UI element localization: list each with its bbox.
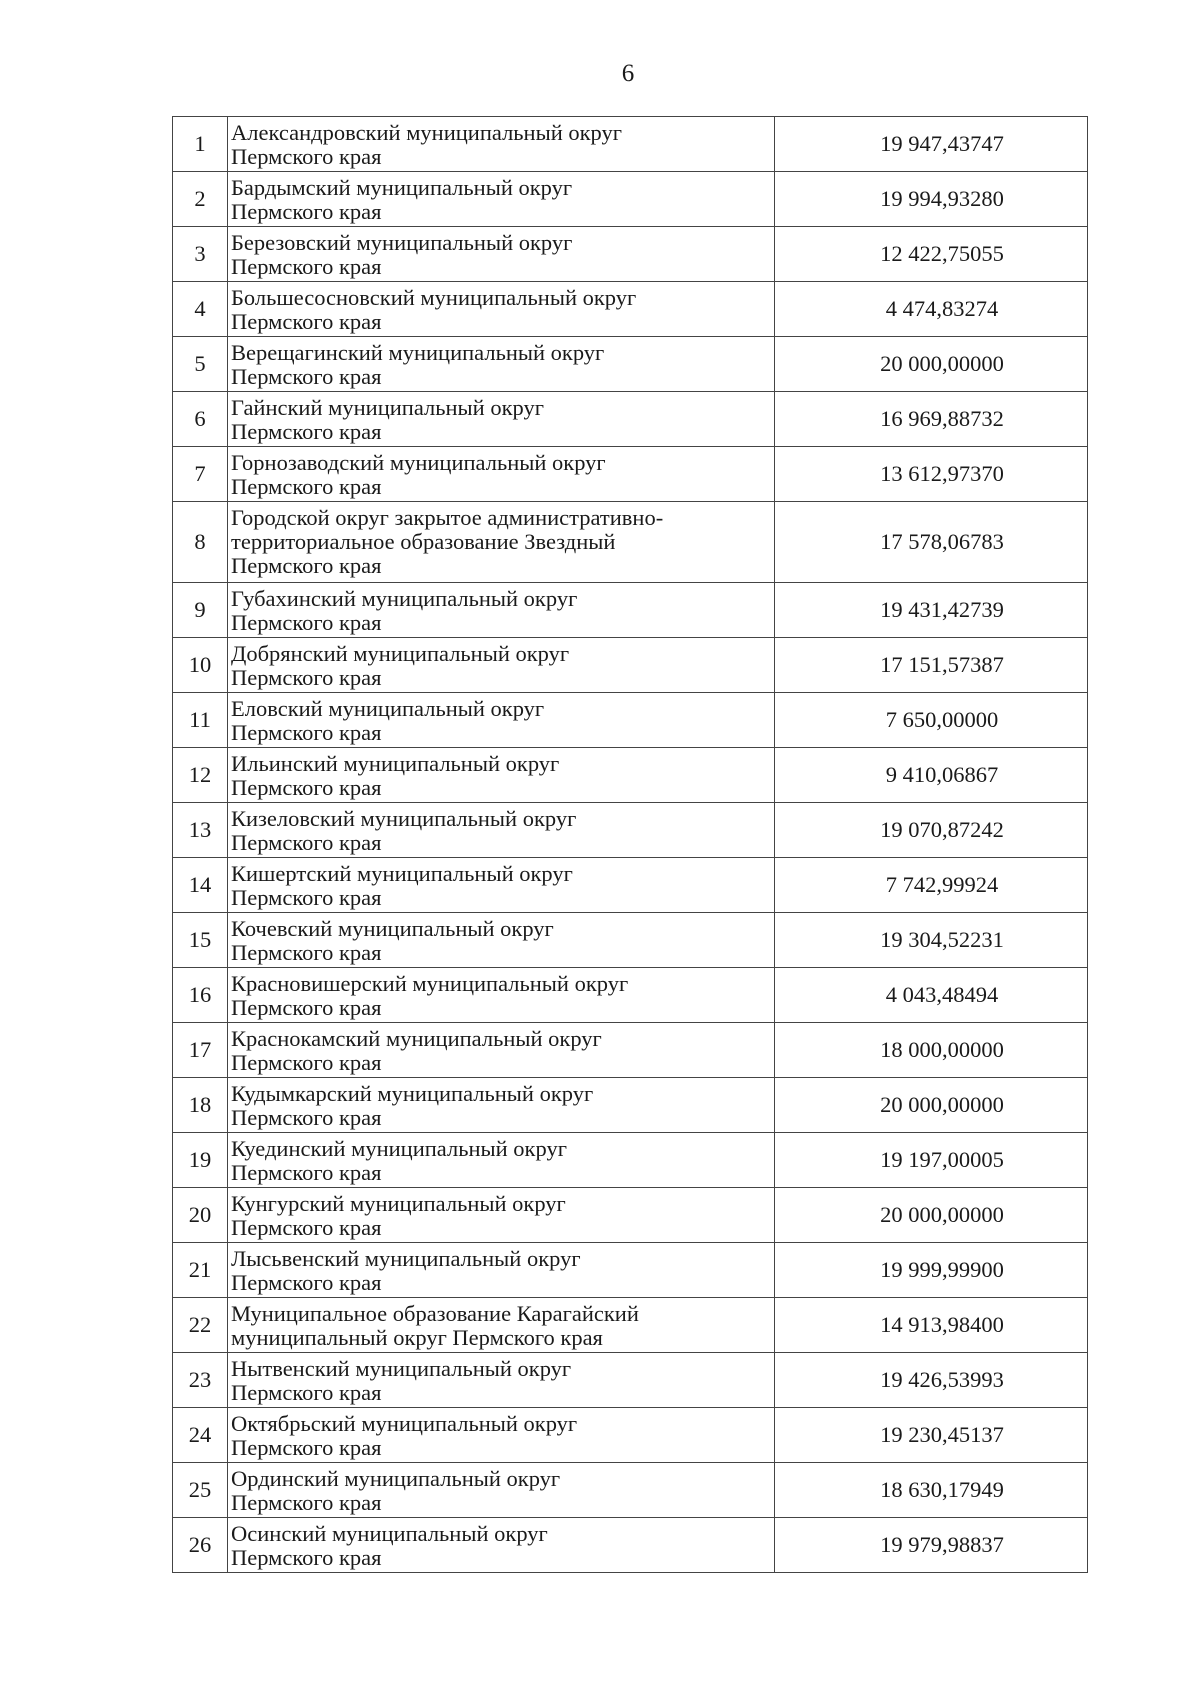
table-row <box>173 227 1088 282</box>
table-row <box>173 583 1088 638</box>
amount-cell: 19 979,98837 <box>775 1518 1088 1573</box>
table-row <box>173 858 1088 913</box>
amount-cell: 19 426,53993 <box>775 1353 1088 1408</box>
amount-cell: 13 612,97370 <box>775 447 1088 502</box>
municipality-name-cell: Лысьвенский муниципальный округ Пермского края <box>228 1243 775 1298</box>
row-number-cell: 20 <box>173 1188 228 1243</box>
row-number-cell: 8 <box>173 502 228 583</box>
amount-cell: 19 304,52231 <box>775 913 1088 968</box>
row-number-cell: 5 <box>173 337 228 392</box>
amount-cell: 4 043,48494 <box>775 968 1088 1023</box>
row-number-cell: 7 <box>173 447 228 502</box>
table-row <box>173 1298 1088 1353</box>
row-number-cell: 18 <box>173 1078 228 1133</box>
table-row <box>173 502 1088 583</box>
amount-cell: 19 431,42739 <box>775 583 1088 638</box>
amount-cell: 17 578,06783 <box>775 502 1088 583</box>
amount-cell: 20 000,00000 <box>775 1078 1088 1133</box>
table-row <box>173 447 1088 502</box>
municipality-name-cell: Кунгурский муниципальный округ Пермского края <box>228 1188 775 1243</box>
municipality-name-cell: Большесосновский муниципальный округ Пермского края <box>228 282 775 337</box>
table-row <box>173 337 1088 392</box>
row-number-cell: 22 <box>173 1298 228 1353</box>
table-body <box>173 117 1088 1573</box>
amount-cell: 16 969,88732 <box>775 392 1088 447</box>
table-row <box>173 392 1088 447</box>
municipality-name-cell: Кочевский муниципальный округ Пермского края <box>228 913 775 968</box>
municipality-name-cell: Краснокамский муниципальный округ Пермского края <box>228 1023 775 1078</box>
table-row <box>173 1353 1088 1408</box>
row-number-cell: 23 <box>173 1353 228 1408</box>
row-number-cell: 6 <box>173 392 228 447</box>
row-number-cell: 9 <box>173 583 228 638</box>
amount-cell: 7 650,00000 <box>775 693 1088 748</box>
table-row <box>173 1518 1088 1573</box>
municipality-name-cell: Ильинский муниципальный округ Пермского края <box>228 748 775 803</box>
municipality-name-cell: Гайнский муниципальный округ Пермского края <box>228 392 775 447</box>
row-number-cell: 10 <box>173 638 228 693</box>
table-row <box>173 1408 1088 1463</box>
row-number-cell: 16 <box>173 968 228 1023</box>
table-row <box>173 117 1088 172</box>
amount-cell: 9 410,06867 <box>775 748 1088 803</box>
municipality-name-cell: Октябрьский муниципальный округ Пермского края <box>228 1408 775 1463</box>
table-row <box>173 748 1088 803</box>
row-number-cell: 26 <box>173 1518 228 1573</box>
amount-cell: 19 947,43747 <box>775 117 1088 172</box>
allocation-table <box>172 116 1088 1573</box>
municipality-name-cell: Кизеловский муниципальный округ Пермского края <box>228 803 775 858</box>
table-row <box>173 693 1088 748</box>
table-row <box>173 1243 1088 1298</box>
municipality-name-cell: Губахинский муниципальный округ Пермского края <box>228 583 775 638</box>
municipality-name-cell: Кудымкарский муниципальный округ Пермского края <box>228 1078 775 1133</box>
municipality-name-cell: Красновишерский муниципальный округ Пермского края <box>228 968 775 1023</box>
page-number: 6 <box>621 60 635 87</box>
municipality-name-cell: Горнозаводский муниципальный округ Пермского края <box>228 447 775 502</box>
municipality-name-cell: Еловский муниципальный округ Пермского края <box>228 693 775 748</box>
row-number-cell: 14 <box>173 858 228 913</box>
amount-cell: 19 070,87242 <box>775 803 1088 858</box>
municipality-name-cell: Бардымский муниципальный округ Пермского края <box>228 172 775 227</box>
amount-cell: 4 474,83274 <box>775 282 1088 337</box>
table-row <box>173 803 1088 858</box>
row-number-cell: 21 <box>173 1243 228 1298</box>
amount-cell: 18 630,17949 <box>775 1463 1088 1518</box>
row-number-cell: 13 <box>173 803 228 858</box>
municipality-name-cell: Березовский муниципальный округ Пермского края <box>228 227 775 282</box>
table-row <box>173 282 1088 337</box>
municipality-name-cell: Осинский муниципальный округ Пермского края <box>228 1518 775 1573</box>
table-row <box>173 1023 1088 1078</box>
municipality-name-cell: Александровский муниципальный округ Пермского края <box>228 117 775 172</box>
row-number-cell: 25 <box>173 1463 228 1518</box>
row-number-cell: 4 <box>173 282 228 337</box>
amount-cell: 17 151,57387 <box>775 638 1088 693</box>
row-number-cell: 12 <box>173 748 228 803</box>
row-number-cell: 19 <box>173 1133 228 1188</box>
table-row <box>173 1463 1088 1518</box>
municipality-name-cell: Куединский муниципальный округ Пермского края <box>228 1133 775 1188</box>
municipality-name-cell: Верещагинский муниципальный округ Пермского края <box>228 337 775 392</box>
table-row <box>173 968 1088 1023</box>
amount-cell: 7 742,99924 <box>775 858 1088 913</box>
row-number-cell: 2 <box>173 172 228 227</box>
amount-cell: 12 422,75055 <box>775 227 1088 282</box>
amount-cell: 19 197,00005 <box>775 1133 1088 1188</box>
table-row <box>173 1133 1088 1188</box>
table-row <box>173 1078 1088 1133</box>
amount-cell: 20 000,00000 <box>775 1188 1088 1243</box>
municipality-name-cell: Городской округ закрытое административно- территориальное образование Звездный Пермского края <box>228 502 775 583</box>
amount-cell: 19 999,99900 <box>775 1243 1088 1298</box>
municipality-name-cell: Нытвенский муниципальный округ Пермского края <box>228 1353 775 1408</box>
table-row <box>173 913 1088 968</box>
municipality-name-cell: Ординский муниципальный округ Пермского края <box>228 1463 775 1518</box>
amount-cell: 19 230,45137 <box>775 1408 1088 1463</box>
amount-cell: 14 913,98400 <box>775 1298 1088 1353</box>
row-number-cell: 24 <box>173 1408 228 1463</box>
table-row <box>173 172 1088 227</box>
row-number-cell: 3 <box>173 227 228 282</box>
amount-cell: 20 000,00000 <box>775 337 1088 392</box>
municipality-name-cell: Кишертский муниципальный округ Пермского края <box>228 858 775 913</box>
row-number-cell: 1 <box>173 117 228 172</box>
table-row <box>173 638 1088 693</box>
row-number-cell: 17 <box>173 1023 228 1078</box>
row-number-cell: 11 <box>173 693 228 748</box>
amount-cell: 19 994,93280 <box>775 172 1088 227</box>
row-number-cell: 15 <box>173 913 228 968</box>
table-row <box>173 1188 1088 1243</box>
municipality-name-cell: Добрянский муниципальный округ Пермского края <box>228 638 775 693</box>
amount-cell: 18 000,00000 <box>775 1023 1088 1078</box>
municipality-name-cell: Муниципальное образование Карагайский муниципальный округ Пермского края <box>228 1298 775 1353</box>
